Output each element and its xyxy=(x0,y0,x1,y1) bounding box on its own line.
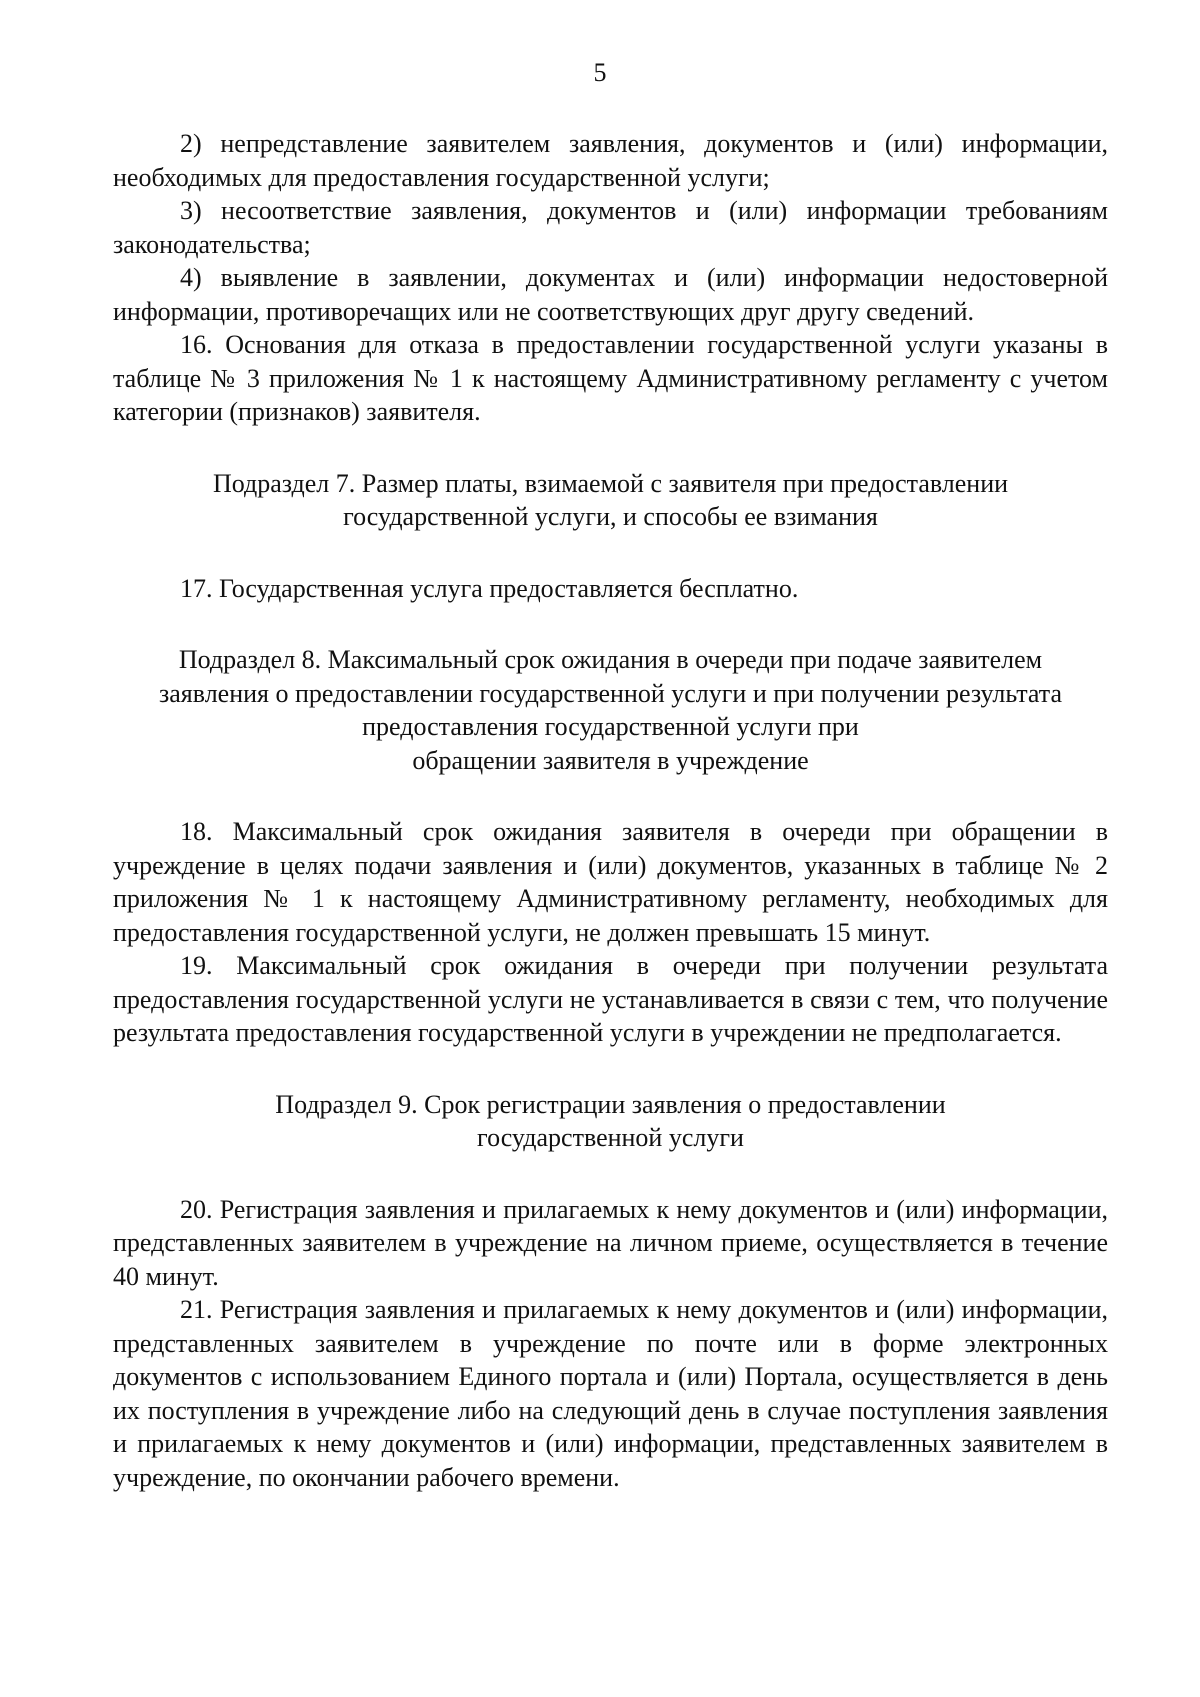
paragraph-20: 20. Регистрация заявления и прилагаемых к нему документов и (или) информации, представленных заявителем в учреждение на личном приеме, осуществляется в течение 40 минут. xyxy=(113,1194,1108,1291)
subsection-8-heading xyxy=(113,643,1108,777)
subsection-7-heading xyxy=(113,467,1108,534)
page-number: 5 xyxy=(593,58,607,87)
paragraph-16: 16. Основания для отказа в предоставлении государственной услуги указаны в таблице № 3 приложения № 1 к настоящему Административному регламенту с учетом категории (признаков) заявителя. xyxy=(113,330,1108,426)
heading-line: предоставления государственной услуги при xyxy=(362,712,859,741)
heading-line: Подраздел 7. Размер платы, взимаемой с заявителя при предоставлении xyxy=(212,468,1009,498)
paragraph-item-2: 2) непредставление заявителем заявления, документов и (или) информации, необходимых для предоставления государственной услуги; xyxy=(113,129,1108,192)
heading-line: государственной услуги xyxy=(477,1123,744,1152)
paragraph-19: 19. Максимальный срок ожидания в очереди при получении результата предоставления государственной услуги не устанавливается в связи с тем, что получение результата предоставления государственной услуги в учреждении не предполагается. xyxy=(113,951,1108,1047)
heading-line: обращении заявителя в учреждение xyxy=(412,745,809,775)
paragraph-17: 17. Государственная услуга предоставляется бесплатно. xyxy=(180,573,799,603)
subsection-9-heading xyxy=(113,1088,1108,1155)
paragraph-18: 18. Максимальный срок ожидания заявителя в очереди при обращении в учреждение в целях подачи заявления и (или) документов, указанных в таблице № 2 приложения № 1 к настоящему Административному регламенту, необходимых для предоставления государственной услуги, не должен превышать 15 минут. xyxy=(113,817,1108,947)
heading-line: Подраздел 8. Максимальный срок ожидания в очереди при подаче заявителем xyxy=(178,645,1043,674)
heading-line: заявления о предоставлении государственной услуги и при получении результата xyxy=(158,678,1063,708)
paragraph-item-3: 3) несоответствие заявления, документов и (или) информации требованиям законодательства; xyxy=(113,196,1108,259)
heading-line: Подраздел 9. Срок регистрации заявления о предоставлении xyxy=(275,1089,946,1119)
paragraph-item-4: 4) выявление в заявлении, документах и (или) информации недостоверной информации, противоречащих или не соответствующих друг другу сведений. xyxy=(113,263,1108,326)
document-body xyxy=(113,127,1108,1494)
heading-line: государственной услуги, и способы ее взимания xyxy=(343,502,878,531)
paragraph-21: 21. Регистрация заявления и прилагаемых к нему документов и (или) информации, представленных заявителем в учреждение по почте или в форме электронных документов с использованием Единого портала и (или) Портала, осуществляется в день их поступления в учреждение либо на следующий день в случае поступления заявления и прилагаемых к нему документов и (или) информации, представленных заявителем в учреждение, по окончании рабочего времени. xyxy=(113,1295,1108,1492)
